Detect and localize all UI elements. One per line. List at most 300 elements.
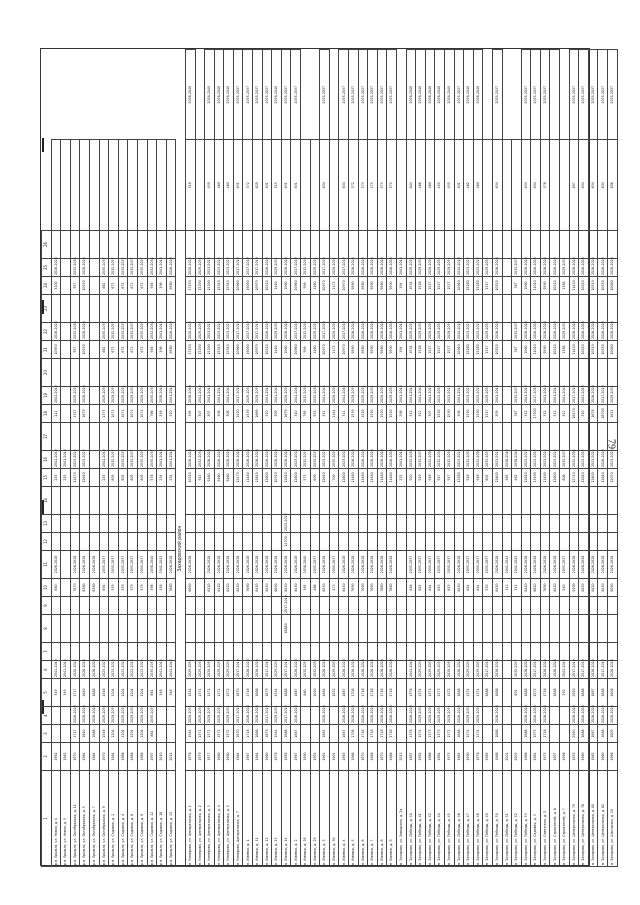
table-cell [166, 231, 176, 259]
table-cell [396, 533, 406, 551]
table-cell [80, 515, 90, 533]
table-cell: 1160 [310, 277, 320, 295]
table-row [243, 50, 253, 867]
address-cell: п. Захарово, ул. Советская, д. 5 [540, 771, 550, 867]
table-cell: 1527 [425, 277, 435, 295]
table-cell: 1888 [492, 725, 502, 743]
table-cell [99, 423, 109, 451]
table-cell: 2029-2031 [444, 259, 454, 277]
table-cell: 2026-2028 [185, 551, 195, 579]
table-cell: 2026-2028 [262, 551, 272, 579]
table-cell: 6890 [185, 579, 195, 597]
table-cell: 2026-2028 [358, 451, 368, 469]
table-cell [310, 515, 320, 533]
table-cell [349, 487, 359, 515]
table-row [185, 50, 195, 867]
table-cell: 2032-2034 [195, 451, 205, 469]
table-cell [550, 140, 560, 231]
table-cell: 2029-2031 [272, 661, 282, 679]
table-cell [61, 295, 71, 323]
table-cell: 9160 [224, 469, 234, 487]
table-cell: 2029-2031 [329, 387, 339, 405]
table-cell [608, 597, 618, 615]
table-cell [377, 533, 387, 551]
table-cell: 2029-2031 [416, 323, 426, 341]
table-cell: 312 [550, 405, 560, 423]
table-cell: 2026-2028 [291, 661, 301, 679]
table-cell: 2035-2037 [416, 551, 426, 579]
table-cell: 2026-2028 [531, 323, 541, 341]
table-cell [608, 231, 618, 259]
table-cell [61, 323, 71, 341]
table-cell: 1204 [118, 725, 128, 743]
table-cell [483, 487, 493, 515]
table-cell: 19090 [243, 341, 253, 359]
table-cell [80, 295, 90, 323]
table-cell: 312 [540, 405, 550, 423]
table-cell: 20940 [454, 277, 464, 295]
table-row [598, 50, 608, 867]
table-cell: 1984 [109, 743, 119, 771]
table-row [492, 50, 502, 867]
table-cell [166, 359, 176, 387]
table-cell [224, 533, 234, 551]
table-cell [588, 231, 598, 259]
table-cell [502, 295, 512, 323]
table-cell [435, 597, 445, 615]
table-cell: 2026-2028 [579, 707, 589, 725]
table-cell: 2017-2019 [291, 323, 301, 341]
table-cell: 572 [349, 140, 359, 231]
table-cell: 1888 [253, 725, 263, 743]
table-cell [502, 643, 512, 661]
table-cell [406, 423, 416, 451]
table-cell: 7690 [358, 579, 368, 597]
table-cell [406, 231, 416, 259]
table-cell: 631 [281, 140, 291, 231]
table-cell [89, 533, 99, 551]
table-cell [128, 359, 138, 387]
table-cell [473, 359, 483, 387]
table-cell: 7690 [540, 579, 550, 597]
table-row [310, 50, 320, 867]
table-cell [109, 140, 119, 231]
table-cell [396, 551, 406, 579]
table-cell: 2017-2019 [579, 661, 589, 679]
table-cell: 1964 [233, 743, 243, 771]
table-cell: 2023-2025 [473, 323, 483, 341]
table-cell: 460 [214, 140, 224, 231]
table-cell: 2035-2037 [233, 50, 243, 141]
table-cell: 18790 [598, 405, 608, 423]
table-cell [214, 423, 224, 451]
table-cell: 11470 [70, 469, 80, 487]
table-cell: 2026-2028 [531, 707, 541, 725]
table-cell: 933 [310, 405, 320, 423]
table-cell: 1988 [137, 743, 147, 771]
address-cell: п. Захарово, ул. Победы, д. 42 [425, 771, 435, 867]
table-cell: 1520 [387, 405, 397, 423]
table-cell [233, 533, 243, 551]
address-cell: п. Кемерово, Центральная, д. 7 [233, 771, 243, 867]
table-cell [195, 597, 205, 615]
table-cell: 1979 [195, 743, 205, 771]
table-cell [502, 405, 512, 423]
column-number-21: 21 [42, 341, 52, 359]
table-cell [339, 615, 349, 643]
table-cell [195, 487, 205, 515]
table-cell: 1968 [521, 743, 531, 771]
table-cell: 2041-2043 [205, 387, 215, 405]
table-cell [166, 295, 176, 323]
table-cell: 194 [396, 341, 406, 359]
table-cell [483, 533, 493, 551]
address-cell: п. Ижевск, д. 30 [329, 771, 339, 867]
table-cell [262, 295, 272, 323]
table-cell [301, 615, 311, 643]
table-cell: 2029-2031 [464, 707, 474, 725]
table-cell: 918 [464, 469, 474, 487]
table-cell: 2041-2043 [396, 323, 406, 341]
address-cell: р.п. Ерымла, ул. Садовая, д. 8 [137, 771, 147, 867]
table-cell [406, 515, 416, 533]
table-cell: 2035-2037 [109, 323, 119, 341]
table-cell [396, 515, 406, 533]
table-cell [262, 359, 272, 387]
table-cell [205, 643, 215, 661]
table-cell: 2035-2037 [118, 451, 128, 469]
table-cell [425, 487, 435, 515]
table-cell: 8450 [339, 579, 349, 597]
table-cell: 2026-2028 [540, 259, 550, 277]
table-cell: 1317 [483, 341, 493, 359]
table-cell [588, 515, 598, 533]
table-cell: 1669 [253, 405, 263, 423]
table-cell: 2026-2028 [588, 707, 598, 725]
table-cell: 2026-2028 [253, 551, 263, 579]
table-cell: 311 [339, 405, 349, 423]
table-cell [118, 615, 128, 643]
table-cell: 917 [444, 469, 454, 487]
table-cell: 2026-2028 [492, 259, 502, 277]
table-cell [291, 533, 301, 551]
table-cell [89, 140, 99, 231]
housing-repair-table [41, 49, 618, 867]
table-cell: 2023-2025 [454, 451, 464, 469]
table-cell: 2035-2037 [128, 323, 138, 341]
table-cell: 2020-2022 [70, 661, 80, 679]
table-cell: 9590 [368, 341, 378, 359]
table-cell [214, 615, 224, 643]
table-row [233, 50, 243, 867]
table-cell: 2035-2037 [483, 551, 493, 579]
table-cell: 8420 [588, 579, 598, 597]
table-cell [473, 597, 483, 615]
table-cell: 1373 [425, 725, 435, 743]
table-cell [358, 487, 368, 515]
table-cell: 2029-2031 [281, 387, 291, 405]
address-cell: п. Кемерово, ул. Центральная, д. 4 [214, 771, 224, 867]
table-cell [512, 295, 522, 323]
table-cell [128, 515, 138, 533]
table-cell [291, 359, 301, 387]
table-cell: 575 [377, 140, 387, 231]
table-cell [272, 231, 282, 259]
table-cell [358, 515, 368, 533]
table-cell: 2026-2028 [51, 551, 61, 579]
table-cell: 307 [205, 405, 215, 423]
table-cell [109, 597, 119, 615]
table-cell [51, 487, 61, 515]
table-cell: 2035-2037 [368, 50, 378, 141]
table-cell: 8450 [253, 579, 263, 597]
table-cell: 15280 [464, 341, 474, 359]
table-cell: 2026-2028 [540, 323, 550, 341]
table-cell: 1544 [185, 725, 195, 743]
address-cell: р.п. Ерымла, ул. Садовая, д. 6 [128, 771, 138, 867]
table-cell [51, 423, 61, 451]
table-cell: 1716 [358, 679, 368, 707]
address-cell: р.п. Ерымла, ул. Октябрьская, д. 11 [70, 771, 80, 867]
table-cell [464, 597, 474, 615]
table-cell [502, 323, 512, 341]
table-cell: 1527 [425, 341, 435, 359]
table-cell: 540 [560, 579, 570, 597]
table-cell [233, 295, 243, 323]
table-cell: 2035-2037 [301, 661, 311, 679]
table-cell: 2029-2031 [425, 323, 435, 341]
table-cell [89, 323, 99, 341]
table-cell: 1375 [99, 405, 109, 423]
table-cell: 515 [272, 140, 282, 231]
table-cell [310, 423, 320, 451]
table-row [425, 50, 435, 867]
table-cell [540, 231, 550, 259]
table-cell [540, 487, 550, 515]
table-cell: 2035-2037 [137, 551, 147, 579]
table-cell [205, 515, 215, 533]
table-cell: 2026-2028 [253, 707, 263, 725]
table-cell [540, 515, 550, 533]
table-cell: 2014 [166, 743, 176, 771]
table-cell: 9580 [377, 341, 387, 359]
table-cell [195, 551, 205, 579]
table-cell [540, 643, 550, 661]
table-cell: 2035-2037 [243, 50, 253, 141]
table-cell: 158 [157, 579, 167, 597]
table-cell [454, 487, 464, 515]
table-cell [569, 359, 579, 387]
address-cell: п. Захарово, ул. Победы, д. 53 [521, 771, 531, 867]
table-cell: 2029-2031 [185, 661, 195, 679]
table-cell [118, 643, 128, 661]
table-cell: 862 [99, 277, 109, 295]
table-cell [99, 140, 109, 231]
table-cell: 311 [512, 579, 522, 597]
table-cell: 10080 [608, 277, 618, 295]
table-cell: 9590 [387, 277, 397, 295]
table-cell [473, 643, 483, 661]
table-cell: 20960 [233, 341, 243, 359]
table-cell [253, 515, 263, 533]
table-cell [89, 295, 99, 323]
address-cell: п. Кемерово, ул. Центральная, д. 2 [195, 771, 205, 867]
table-cell: 1888 [281, 679, 291, 707]
table-cell: 234 [157, 469, 167, 487]
table-cell: 11480 [358, 469, 368, 487]
table-cell: 2017-2019 [281, 597, 291, 615]
column-number-25: 25 [42, 259, 52, 277]
rotated-table-container [41, 49, 615, 867]
address-cell: п. Захарово, ул. Победы, д. 41 [416, 771, 426, 867]
table-cell: 2029-2031 [560, 259, 570, 277]
table-cell [473, 615, 483, 643]
table-cell: 1529 [358, 405, 368, 423]
table-cell [61, 615, 71, 643]
table-cell: 1962 [531, 743, 541, 771]
table-cell [89, 469, 99, 487]
table-cell [483, 725, 493, 743]
table-cell [99, 515, 109, 533]
table-cell [368, 643, 378, 661]
table-cell: 2023-2025 [521, 451, 531, 469]
column-number-15: 15 [42, 469, 52, 487]
table-cell: 805 [483, 469, 493, 487]
table-cell: 2038-2040 [444, 50, 454, 141]
table-cell: 232 [396, 469, 406, 487]
table-cell [425, 643, 435, 661]
table-cell: 2026-2028 [569, 259, 579, 277]
table-cell: 2023-2025 [492, 451, 502, 469]
table-cell [128, 597, 138, 615]
table-cell [377, 295, 387, 323]
column-number-3: 3 [42, 725, 52, 743]
table-cell [521, 615, 531, 643]
table-cell: 1708 [349, 725, 359, 743]
table-cell: 2026-2028 [377, 323, 387, 341]
table-cell [233, 423, 243, 451]
address-cell: р.п. Ерымла, ул. Октябрьская, д. 7 [89, 771, 99, 867]
table-cell: 2023-2025 [80, 451, 90, 469]
table-cell [598, 295, 608, 323]
table-cell: 2026-2028 [550, 259, 560, 277]
table-cell [329, 597, 339, 615]
address-cell: п. Ижевск, д. 2 [291, 771, 301, 867]
table-cell [387, 231, 397, 259]
table-cell [473, 487, 483, 515]
table-cell [157, 643, 167, 661]
address-cell: п. Захарово, ул. Победы, д. 46 [454, 771, 464, 867]
table-cell: 1963 [339, 743, 349, 771]
table-cell [608, 615, 618, 643]
table-cell: 644 [406, 140, 416, 231]
column-number-row [42, 50, 52, 867]
table-row [483, 50, 493, 867]
table-cell [339, 487, 349, 515]
table-cell: 2041-2043 [291, 387, 301, 405]
table-cell: 2017-2019 [243, 323, 253, 341]
table-cell: 2029-2031 [406, 323, 416, 341]
table-cell: 691 [512, 679, 522, 707]
table-cell: 607 [569, 140, 579, 231]
table-cell: 1888 [253, 679, 263, 707]
table-cell [569, 615, 579, 643]
table-cell [89, 643, 99, 661]
table-cell: 672 [137, 277, 147, 295]
table-cell [569, 231, 579, 259]
table-cell: 10080 [608, 341, 618, 359]
table-cell [205, 423, 215, 451]
table-cell [233, 359, 243, 387]
table-cell [416, 615, 426, 643]
table-cell: 12610 [80, 469, 90, 487]
table-cell [531, 423, 541, 451]
table-cell [224, 597, 234, 615]
table-cell [253, 615, 263, 643]
table-cell: 2026-2028 [339, 707, 349, 725]
column-number-11: 11 [42, 551, 52, 579]
table-cell [579, 295, 589, 323]
table-cell: 10310 [272, 469, 282, 487]
table-cell: 614 [473, 579, 483, 597]
table-row [329, 50, 339, 867]
table-cell: 1376 [406, 725, 416, 743]
table-cell: 9580 [166, 277, 176, 295]
table-cell: 2023-2025 [464, 387, 474, 405]
table-cell [349, 231, 359, 259]
table-cell [396, 661, 406, 679]
table-cell: 2029-2031 [444, 707, 454, 725]
table-cell: 1718 [368, 725, 378, 743]
table-cell: 1071 [118, 405, 128, 423]
table-cell [339, 533, 349, 551]
table-cell: 2041-2043 [214, 387, 224, 405]
table-cell [560, 725, 570, 743]
table-cell [598, 231, 608, 259]
address-cell: п. Захарово, ул. Победы, д. 48 [473, 771, 483, 867]
table-cell [214, 533, 224, 551]
table-cell: 1374 [416, 725, 426, 743]
table-cell: 2035-2037 [281, 50, 291, 141]
table-cell: 2035-2037 [118, 551, 128, 579]
table-cell [157, 597, 167, 615]
table-cell: 1982 [416, 743, 426, 771]
table-row [166, 50, 176, 867]
table-cell [329, 643, 339, 661]
table-cell [329, 487, 339, 515]
table-cell: 2017-2019 [233, 259, 243, 277]
table-cell [272, 643, 282, 661]
table-cell: 2017-2019 [233, 661, 243, 679]
table-cell [435, 359, 445, 387]
table-cell [550, 423, 560, 451]
table-cell: 1887 [588, 679, 598, 707]
table-cell [128, 140, 138, 231]
table-cell: 8440 [521, 579, 531, 597]
table-cell [396, 707, 406, 725]
table-cell: 2029-2031 [416, 661, 426, 679]
table-cell [272, 615, 282, 643]
table-row [157, 50, 167, 867]
table-cell [166, 487, 176, 515]
table-cell: 1888 [89, 725, 99, 743]
table-cell: 19090 [243, 277, 253, 295]
table-cell [569, 515, 579, 533]
table-cell: 12610 [281, 469, 291, 487]
table-cell: 2035-2037 [253, 50, 263, 141]
table-cell [166, 140, 176, 231]
table-cell [358, 597, 368, 615]
